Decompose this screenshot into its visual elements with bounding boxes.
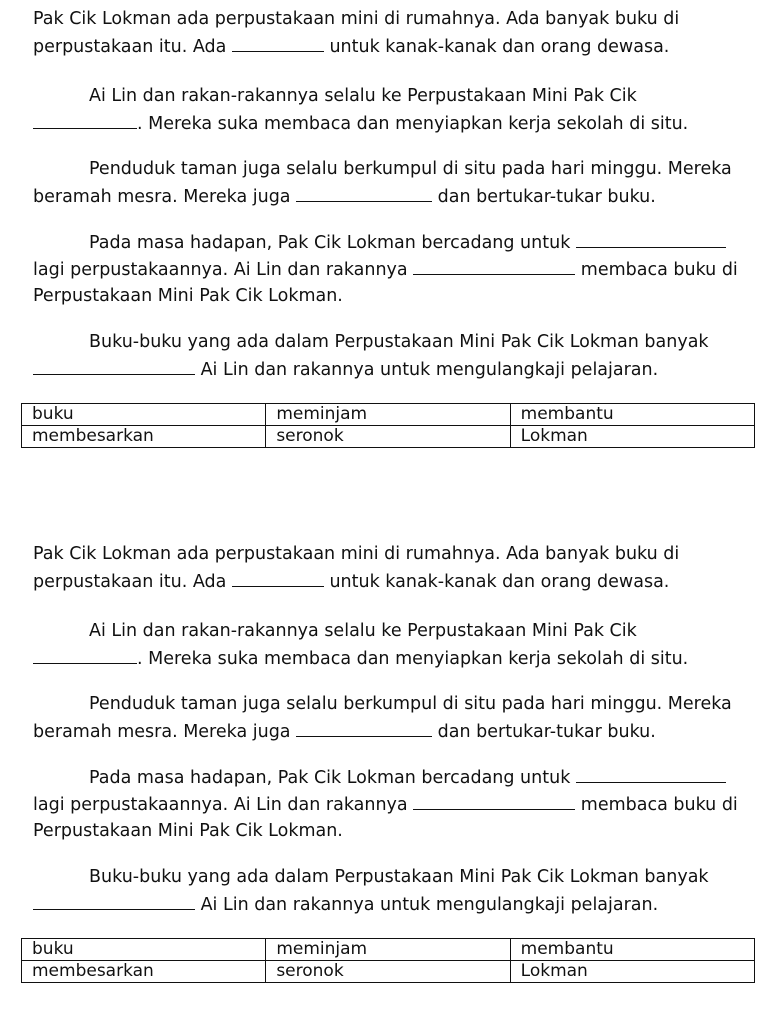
word-bank-row — [22, 426, 755, 448]
line-text: Pada masa hadapan, Pak Cik Lokman bercadang untuk — [89, 233, 576, 253]
answer-blank[interactable] — [576, 229, 726, 248]
line-text: lagi perpustakaannya. Ai Lin dan rakannya — [33, 795, 414, 815]
text-line — [33, 864, 709, 891]
word-bank-row — [22, 939, 755, 961]
line-text: untuk kanak-kanak dan orang dewasa. — [323, 572, 670, 592]
paragraph-3 — [33, 691, 732, 745]
line-text: beramah mesra. Mereka juga — [33, 722, 297, 742]
line-text: Ai Lin dan rakan-rakannya selalu ke Perpustakaan Mini Pak Cik — [89, 86, 637, 106]
line-text: Buku-buku yang ada dalam Perpustakaan Mini Pak Cik Lokman banyak — [89, 867, 709, 887]
line-text: Perpustakaan Mini Pak Cik Lokman. — [33, 286, 343, 306]
answer-blank[interactable] — [296, 718, 432, 737]
paragraph-2 — [33, 618, 688, 672]
answer-blank[interactable] — [232, 33, 324, 52]
answer-blank[interactable] — [413, 256, 575, 275]
line-text: beramah mesra. Mereka juga — [33, 187, 297, 207]
text-line — [33, 645, 688, 672]
line-text: perpustakaan itu. Ada — [33, 37, 232, 57]
text-line — [33, 156, 732, 183]
paragraph-2 — [33, 83, 688, 137]
text-line — [33, 110, 688, 137]
line-text: dan bertukar-tukar buku. — [432, 722, 656, 742]
line-text: Penduduk taman juga selalu berkumpul di situ pada hari minggu. Mereka — [89, 159, 732, 179]
word-bank-cell: membantu — [510, 939, 754, 961]
word-bank-cell: meminjam — [266, 939, 510, 961]
answer-blank[interactable] — [413, 791, 575, 810]
line-text: . Mereka suka membaca dan menyiapkan kerja sekolah di situ. — [137, 649, 689, 669]
paragraph-5 — [33, 864, 709, 918]
text-line — [33, 541, 679, 568]
paragraph-4 — [33, 764, 738, 845]
word-bank-cell: buku — [22, 939, 266, 961]
text-line — [33, 891, 709, 918]
line-text: perpustakaan itu. Ada — [33, 572, 232, 592]
line-text: membaca buku di — [575, 795, 738, 815]
text-line — [33, 33, 679, 60]
line-text: dan bertukar-tukar buku. — [432, 187, 656, 207]
word-bank-cell: membesarkan — [22, 961, 266, 983]
line-text: Perpustakaan Mini Pak Cik Lokman. — [33, 821, 343, 841]
line-text: Ai Lin dan rakan-rakannya selalu ke Perpustakaan Mini Pak Cik — [89, 621, 637, 641]
word-bank-table — [21, 938, 755, 983]
word-bank-cell: Lokman — [510, 426, 754, 448]
line-text: Pak Cik Lokman ada perpustakaan mini di rumahnya. Ada banyak buku di — [33, 9, 680, 29]
word-bank-cell: buku — [22, 404, 266, 426]
answer-blank[interactable] — [33, 891, 195, 910]
text-line — [33, 791, 738, 818]
text-line — [33, 83, 688, 110]
line-text: membaca buku di — [575, 260, 738, 280]
text-line — [33, 818, 738, 845]
text-line — [33, 329, 709, 356]
line-text: Buku-buku yang ada dalam Perpustakaan Mini Pak Cik Lokman banyak — [89, 332, 709, 352]
word-bank-cell: membesarkan — [22, 426, 266, 448]
word-bank-cell: meminjam — [266, 404, 510, 426]
text-line — [33, 356, 709, 383]
answer-blank[interactable] — [33, 110, 137, 129]
word-bank-cell: seronok — [266, 961, 510, 983]
paragraph-4 — [33, 229, 738, 310]
line-text: Pak Cik Lokman ada perpustakaan mini di rumahnya. Ada banyak buku di — [33, 544, 680, 564]
word-bank-cell: Lokman — [510, 961, 754, 983]
line-text: Ai Lin dan rakannya untuk mengulangkaji pelajaran. — [195, 895, 659, 915]
text-line — [33, 618, 688, 645]
text-line — [33, 691, 732, 718]
paragraph-3 — [33, 156, 732, 210]
text-line — [33, 6, 679, 33]
line-text: Ai Lin dan rakannya untuk mengulangkaji pelajaran. — [195, 360, 659, 380]
text-line — [33, 283, 738, 310]
text-line — [33, 229, 738, 256]
answer-blank[interactable] — [296, 183, 432, 202]
line-text: Penduduk taman juga selalu berkumpul di situ pada hari minggu. Mereka — [89, 694, 732, 714]
text-line — [33, 764, 738, 791]
word-bank-row — [22, 404, 755, 426]
word-bank-cell: membantu — [510, 404, 754, 426]
line-text: Pada masa hadapan, Pak Cik Lokman bercadang untuk — [89, 768, 576, 788]
answer-blank[interactable] — [232, 568, 324, 587]
text-line — [33, 256, 738, 283]
line-text: untuk kanak-kanak dan orang dewasa. — [323, 37, 670, 57]
text-line — [33, 568, 679, 595]
line-text: . Mereka suka membaca dan menyiapkan kerja sekolah di situ. — [137, 114, 689, 134]
paragraph-1 — [33, 541, 679, 595]
text-line — [33, 183, 732, 210]
line-text: lagi perpustakaannya. Ai Lin dan rakannya — [33, 260, 414, 280]
paragraph-1 — [33, 6, 679, 60]
answer-blank[interactable] — [33, 356, 195, 375]
paragraph-5 — [33, 329, 709, 383]
answer-blank[interactable] — [33, 645, 137, 664]
word-bank-row — [22, 961, 755, 983]
answer-blank[interactable] — [576, 764, 726, 783]
text-line — [33, 718, 732, 745]
word-bank-table — [21, 403, 755, 448]
word-bank-cell: seronok — [266, 426, 510, 448]
